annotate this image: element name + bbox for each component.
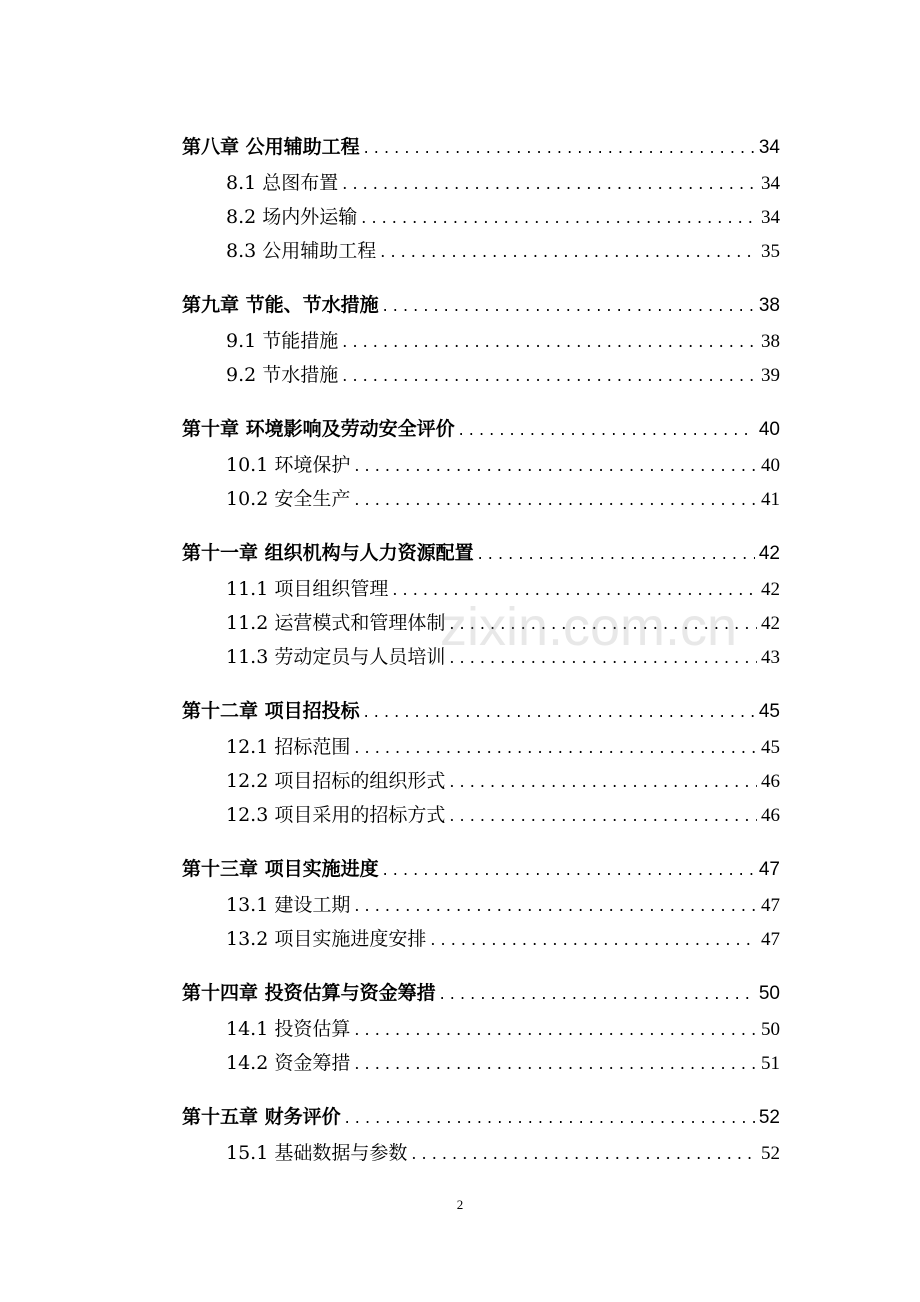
dot-leader: [478, 535, 755, 573]
section-page-number: 45: [761, 737, 780, 758]
chapter-page-number: 34: [758, 137, 780, 158]
chapter-page-number: 45: [758, 701, 780, 722]
dot-leader: [345, 1099, 755, 1137]
dot-leader: [354, 731, 757, 765]
section-title: 14.1 投资估算: [226, 1018, 351, 1040]
toc-section-entry[interactable]: [182, 200, 780, 234]
toc-section-entry[interactable]: [182, 922, 780, 956]
chapter-title: 第十二章 项目招投标: [182, 700, 360, 722]
toc-section-entry[interactable]: [182, 1136, 780, 1170]
toc-chapter-entry[interactable]: [182, 1098, 780, 1136]
section-page-number: 42: [761, 613, 780, 634]
section-page-number: 39: [761, 365, 780, 386]
toc-chapter-entry[interactable]: [182, 286, 780, 324]
toc-section-entry[interactable]: [182, 888, 780, 922]
toc-section-entry[interactable]: [182, 798, 780, 832]
toc-chapter-entry[interactable]: [182, 850, 780, 888]
dot-leader: [411, 1137, 757, 1171]
section-page-number: 46: [761, 771, 780, 792]
toc-chapter-group: [182, 692, 780, 832]
section-title: 11.3 劳动定员与人员培训: [226, 646, 446, 668]
footer-page-number: 2: [456, 1197, 464, 1212]
section-title: 14.2 资金筹措: [226, 1052, 351, 1074]
section-title: 13.2 项目实施进度安排: [226, 928, 427, 950]
toc-chapter-entry[interactable]: [182, 974, 780, 1012]
section-title: 8.2 场内外运输: [226, 206, 358, 228]
chapter-title: 第十五章 财务评价: [182, 1106, 341, 1128]
dot-leader: [354, 1047, 757, 1081]
toc-section-entry[interactable]: [182, 606, 780, 640]
dot-leader: [354, 449, 757, 483]
toc-chapter-group: [182, 850, 780, 956]
section-title: 10.1 环境保护: [226, 454, 351, 476]
dot-leader: [380, 235, 757, 269]
chapter-title: 第九章 节能、节水措施: [182, 294, 379, 316]
section-page-number: 43: [761, 647, 780, 668]
dot-leader: [383, 287, 755, 325]
chapter-title: 第十四章 投资估算与资金筹措: [182, 982, 436, 1004]
section-page-number: 41: [761, 489, 780, 510]
dot-leader: [383, 851, 755, 889]
toc-chapter-group: [182, 1098, 780, 1170]
toc-section-entry[interactable]: [182, 640, 780, 674]
section-page-number: 42: [761, 579, 780, 600]
chapter-page-number: 40: [758, 419, 780, 440]
toc-chapter-entry[interactable]: [182, 692, 780, 730]
toc-chapter-group: [182, 410, 780, 516]
section-page-number: 51: [761, 1053, 780, 1074]
toc-section-entry[interactable]: [182, 324, 780, 358]
section-title: 9.2 节水措施: [226, 364, 339, 386]
table-of-contents: [182, 128, 780, 1188]
section-title: 11.2 运营模式和管理体制: [226, 612, 446, 634]
section-page-number: 46: [761, 805, 780, 826]
chapter-page-number: 38: [758, 295, 780, 316]
chapter-title: 第八章 公用辅助工程: [182, 136, 360, 158]
toc-section-entry[interactable]: [182, 358, 780, 392]
section-page-number: 52: [761, 1143, 780, 1164]
toc-section-entry[interactable]: [182, 166, 780, 200]
section-title: 15.1 基础数据与参数: [226, 1142, 408, 1164]
dot-leader: [364, 129, 755, 167]
section-page-number: 50: [761, 1019, 780, 1040]
toc-section-entry[interactable]: [182, 1046, 780, 1080]
dot-leader: [449, 607, 757, 641]
section-title: 10.2 安全生产: [226, 488, 351, 510]
dot-leader: [392, 573, 757, 607]
section-page-number: 35: [761, 241, 780, 262]
section-page-number: 47: [761, 895, 780, 916]
section-title: 12.1 招标范围: [226, 736, 351, 758]
section-page-number: 34: [761, 173, 780, 194]
dot-leader: [354, 889, 757, 923]
toc-chapter-group: [182, 974, 780, 1080]
toc-section-entry[interactable]: [182, 1012, 780, 1046]
chapter-title: 第十章 环境影响及劳动安全评价: [182, 418, 455, 440]
chapter-page-number: 42: [758, 543, 780, 564]
dot-leader: [354, 483, 757, 517]
chapter-title: 第十一章 组织机构与人力资源配置: [182, 542, 474, 564]
section-page-number: 34: [761, 207, 780, 228]
dot-leader: [361, 201, 757, 235]
dot-leader: [440, 975, 755, 1013]
watermark: zixin.com.cn: [440, 597, 738, 657]
section-title: 12.2 项目招标的组织形式: [226, 770, 446, 792]
dot-leader: [354, 1013, 757, 1047]
toc-section-entry[interactable]: [182, 448, 780, 482]
toc-chapter-group: [182, 128, 780, 268]
dot-leader: [430, 923, 757, 957]
toc-chapter-group: [182, 534, 780, 674]
section-title: 9.1 节能措施: [226, 330, 339, 352]
section-title: 13.1 建设工期: [226, 894, 351, 916]
toc-chapter-group: [182, 286, 780, 392]
dot-leader: [342, 359, 757, 393]
section-title: 11.1 项目组织管理: [226, 578, 389, 600]
toc-section-entry[interactable]: [182, 764, 780, 798]
chapter-title: 第十三章 项目实施进度: [182, 858, 379, 880]
dot-leader: [449, 765, 757, 799]
section-title: 8.3 公用辅助工程: [226, 240, 377, 262]
toc-section-entry[interactable]: [182, 572, 780, 606]
dot-leader: [449, 641, 757, 675]
toc-chapter-entry[interactable]: [182, 128, 780, 166]
chapter-page-number: 50: [758, 983, 780, 1004]
chapter-page-number: 47: [758, 859, 780, 880]
section-title: 12.3 项目采用的招标方式: [226, 804, 446, 826]
chapter-page-number: 52: [758, 1107, 780, 1128]
section-title: 8.1 总图布置: [226, 172, 339, 194]
toc-chapter-entry[interactable]: [182, 534, 780, 572]
toc-section-entry[interactable]: [182, 730, 780, 764]
section-page-number: 38: [761, 331, 780, 352]
dot-leader: [459, 411, 755, 449]
dot-leader: [449, 799, 757, 833]
section-page-number: 40: [761, 455, 780, 476]
section-page-number: 47: [761, 929, 780, 950]
toc-section-entry[interactable]: [182, 482, 780, 516]
dot-leader: [342, 167, 757, 201]
dot-leader: [364, 693, 755, 731]
toc-chapter-entry[interactable]: [182, 410, 780, 448]
toc-section-entry[interactable]: [182, 234, 780, 268]
dot-leader: [342, 325, 757, 359]
